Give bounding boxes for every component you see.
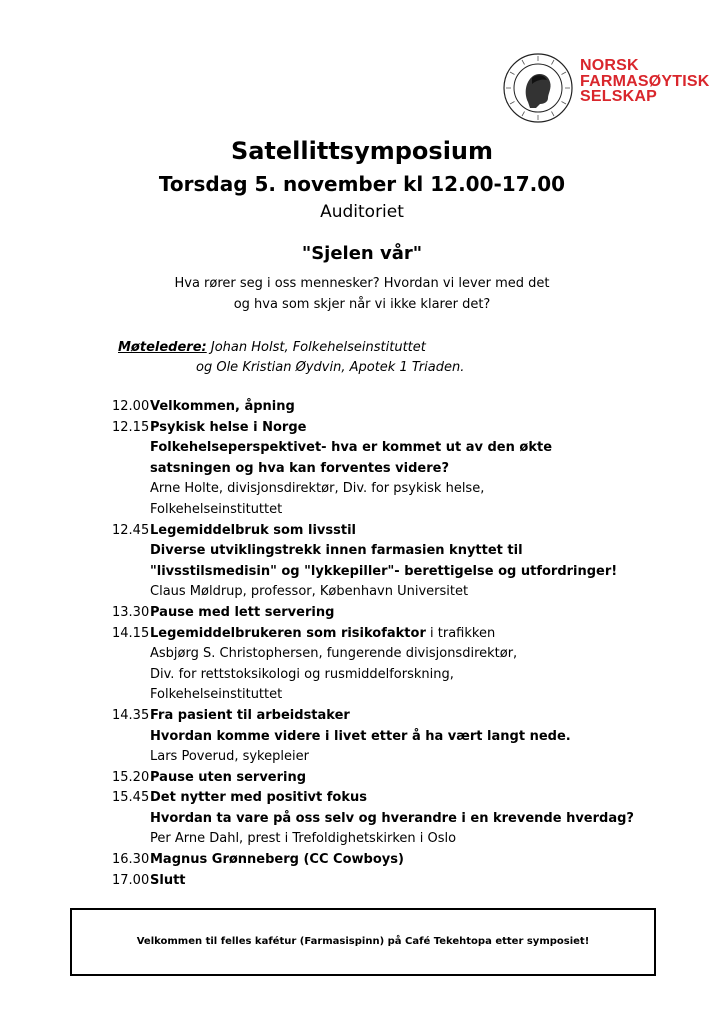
program-detail-line: Diverse utviklingstrekk innen farmasien knyttet til <box>150 543 523 559</box>
program-title-bold: Pause med lett servering <box>150 604 335 620</box>
program-time: 15.45 <box>112 790 150 806</box>
program-item <box>112 788 712 809</box>
program-title <box>150 397 295 418</box>
program-title <box>150 624 495 645</box>
program-detail-line: Folkehelseinstituttet <box>150 687 283 703</box>
program-title-bold: Magnus Grønneberg (CC Cowboys) <box>150 852 404 868</box>
program-title-bold: Pause uten servering <box>150 769 307 785</box>
program-item <box>112 768 712 789</box>
program-detail-line: Lars Poverud, sykepleier <box>150 749 309 765</box>
program-title <box>150 850 404 871</box>
organization-name <box>580 58 710 105</box>
notice-box <box>70 908 656 976</box>
program-item <box>112 397 712 418</box>
program-title-bold: Psykisk helse i Norge <box>150 419 307 435</box>
program-item <box>112 624 712 645</box>
program-detail-line: Claus Møldrup, professor, København Universitet <box>150 584 469 600</box>
program-item <box>112 603 712 624</box>
program-detail-line: "livsstilsmedisin" og "lykkepiller"- berettigelse og utfordringer! <box>150 563 618 579</box>
event-date: Torsdag 5. november kl 12.00-17.00 <box>158 172 566 196</box>
program-time: 14.15 <box>112 625 150 641</box>
chairs-line-2: og Ole Kristian Øydvin, Apotek 1 Triaden. <box>196 360 465 375</box>
program-detail-line: Hvordan ta vare på oss selv og hverandre i en krevende hverdag? <box>150 810 634 826</box>
program-detail-line: satsningen og hva kan forventes videre? <box>150 460 449 476</box>
program-time: 15.20 <box>112 769 150 785</box>
program-time: 16.30 <box>112 852 150 868</box>
program-title <box>150 418 306 439</box>
chairs-label: Møteledere: <box>118 340 207 355</box>
event-theme: "Sjelen vår" <box>301 243 423 264</box>
program-detail-line: Hvordan komme videre i livet etter å ha vært langt nede. <box>150 728 571 744</box>
chairs-line-1: Johan Holst, Folkehelseinstituttet <box>206 340 426 355</box>
program-time: 17.00 <box>112 872 150 888</box>
org-line-3: SELSKAP <box>580 88 657 105</box>
program-item <box>112 706 712 727</box>
program-title-bold: Velkommen, åpning <box>150 399 295 414</box>
org-line-1: NORSK <box>580 57 639 74</box>
program-item <box>112 418 712 439</box>
program-time: 12.00 <box>112 399 150 414</box>
theme-question-line-2: og hva som skjer når vi ikke klarer det? <box>233 297 491 312</box>
program-time: 12.45 <box>112 522 150 538</box>
program-title <box>150 706 350 727</box>
event-venue: Auditoriet <box>320 202 404 222</box>
society-seal-icon <box>502 52 574 124</box>
theme-question-line-1: Hva rører seg i oss mennesker? Hvordan vi lever med det <box>174 276 550 291</box>
program-title <box>150 788 367 809</box>
program-detail-line: Folkehelseperspektivet- hva er kommet ut av den økte <box>150 440 553 456</box>
program-item <box>112 521 712 542</box>
program-time: 14.35 <box>112 707 150 723</box>
program-title-bold: Fra pasient til arbeidstaker <box>150 707 350 723</box>
notice-text: Velkommen til felles kafétur (Farmasispinn) på Café Tekehtopa etter symposiet! <box>136 936 590 947</box>
program-detail-line: Asbjørg S. Christophersen, fungerende divisjonsdirektør, <box>150 646 518 662</box>
program-item <box>112 850 712 871</box>
program-item <box>112 871 712 892</box>
page-title: Satellittsymposium <box>230 137 494 165</box>
program-time: 12.15 <box>112 419 150 435</box>
meeting-chairs <box>118 338 464 378</box>
program-list <box>112 397 712 891</box>
program-detail-line: Folkehelseinstituttet <box>150 501 283 517</box>
org-line-2: FARMASØYTISK <box>580 72 710 90</box>
program-detail-line: Div. for rettstoksikologi og rusmiddelforskning, <box>150 666 454 682</box>
program-title-bold: Legemiddelbrukeren som risikofaktor <box>150 625 426 641</box>
program-title-bold: Det nytter med positivt fokus <box>150 790 367 806</box>
program-time: 13.30 <box>112 604 150 620</box>
program-title <box>150 768 306 789</box>
program-title <box>150 603 334 624</box>
program-detail-line: Per Arne Dahl, prest i Trefoldighetskirken i Oslo <box>150 831 457 847</box>
program-title <box>150 871 186 892</box>
program-title-bold: Slutt <box>150 872 186 888</box>
program-title-bold: Legemiddelbruk som livsstil <box>150 522 356 538</box>
program-title <box>150 521 356 542</box>
program-detail-line: Arne Holte, divisjonsdirektør, Div. for psykisk helse, <box>150 481 485 497</box>
program-title-rest: i trafikken <box>425 625 496 641</box>
